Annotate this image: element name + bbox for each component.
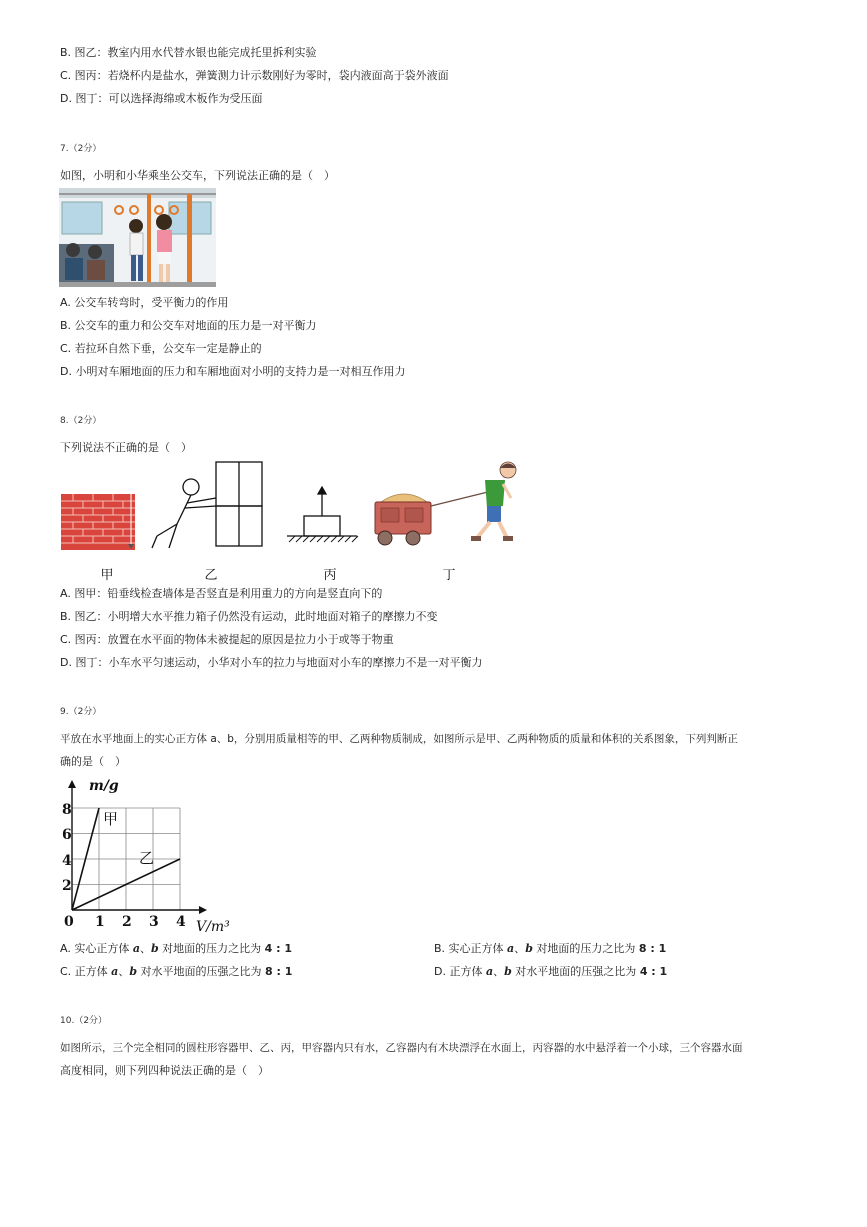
q9-mass-volume-graph [59,774,239,936]
y-tick-4: 4 [62,853,72,869]
graph-ylabel: m/g [89,778,119,794]
q6-option-b: B. 图乙：教室内用水代替水银也能完成托里拆利实验 [60,46,317,59]
q8-option-c: C. 图丙：放置在水平面的物体未被提起的原因是拉力小于或等于物重 [60,633,394,646]
x-tick-1: 1 [95,914,105,930]
y-tick-8: 8 [62,802,72,818]
q9-stem-line2: 确的是（ ） [60,755,126,768]
q9-option-b: B. 实心正方体 a、b 对地面的压力之比为 8 : 1 [434,942,667,955]
q8-label-jia: 甲 [100,568,114,583]
cart-pulling-figure [375,462,516,545]
q7-stem: 如图，小明和小华乘坐公交车，下列说法正确的是（ ） [60,169,335,182]
origin-label: 0 [64,914,74,930]
q10-stem-line2: 高度相同，则下列四种说法正确的是（ ） [60,1064,269,1077]
y-tick-6: 6 [62,827,72,843]
graph-xlabel: V/m³ [196,919,230,935]
q10-stem-line1: 如图所示，三个完全相同的圆柱形容器甲、乙、丙，甲容器内只有水，乙容器内有木块漂浮在水面上，丙容器的水中悬浮着一个小球，三个容器水面 [60,1042,743,1054]
q6-option-d: D. 图丁：可以选择海绵或木板作为受压面 [60,92,263,105]
q8-figures [59,458,529,586]
series-jia-label: 甲 [103,810,119,828]
q9-option-d: D. 正方体 a、b 对水平地面的压强之比为 4 : 1 [434,965,668,978]
q8-label-ding: 丁 [442,568,456,583]
q7-option-a: A. 公交车转弯时，受平衡力的作用 [60,296,229,309]
q7-option-d: D. 小明对车厢地面的压力和车厢地面对小明的支持力是一对相互作用力 [60,365,406,378]
block-pulled-up-figure [287,487,358,542]
q8-option-d: D. 图丁：小车水平匀速运动，小华对小车的拉力与地面对小车的摩擦力不是一对平衡力 [60,656,483,669]
q10-header: 10.（2分） [60,1016,108,1026]
q9-option-a: A. 实心正方体 a、b 对地面的压力之比为 4 : 1 [60,942,293,955]
q8-stem: 下列说法不正确的是（ ） [60,441,192,454]
q7-header: 7.（2分） [60,144,102,154]
q7-option-c: C. 若拉环自然下垂，公交车一定是静止的 [60,342,262,355]
q8-header: 8.（2分） [60,416,102,426]
q8-option-a: A. 图甲：铅垂线检查墙体是否竖直是利用重力的方向是竖直向下的 [60,587,383,600]
x-tick-3: 3 [149,914,159,930]
pushing-boxes-figure [152,462,262,548]
q7-option-b: B. 公交车的重力和公交车对地面的压力是一对平衡力 [60,319,317,332]
q8-label-bing: 丙 [323,568,337,583]
brick-wall-figure [61,488,135,550]
q9-option-c: C. 正方体 a、b 对水平地面的压强之比为 8 : 1 [60,965,293,978]
y-tick-2: 2 [62,878,72,894]
q7-bus-illustration [59,188,216,287]
series-yi-label: 乙 [139,849,155,867]
x-tick-4: 4 [176,914,186,930]
q9-stem-line1: 平放在水平地面上的实心正方体 a、b，分别用质量相等的甲、乙两种物质制成，如图所示是甲、乙两种物质的质量和体积的关系图象，下列判断正 [60,733,738,745]
q6-option-c: C. 图丙：若烧杯内是盐水，弹簧测力计示数刚好为零时，袋内液面高于袋外液面 [60,69,449,82]
q9-header: 9.（2分） [60,707,102,717]
q8-label-yi: 乙 [204,568,218,583]
x-tick-2: 2 [122,914,132,930]
q8-option-b: B. 图乙：小明增大水平推力箱子仍然没有运动，此时地面对箱子的摩擦力不变 [60,610,438,623]
